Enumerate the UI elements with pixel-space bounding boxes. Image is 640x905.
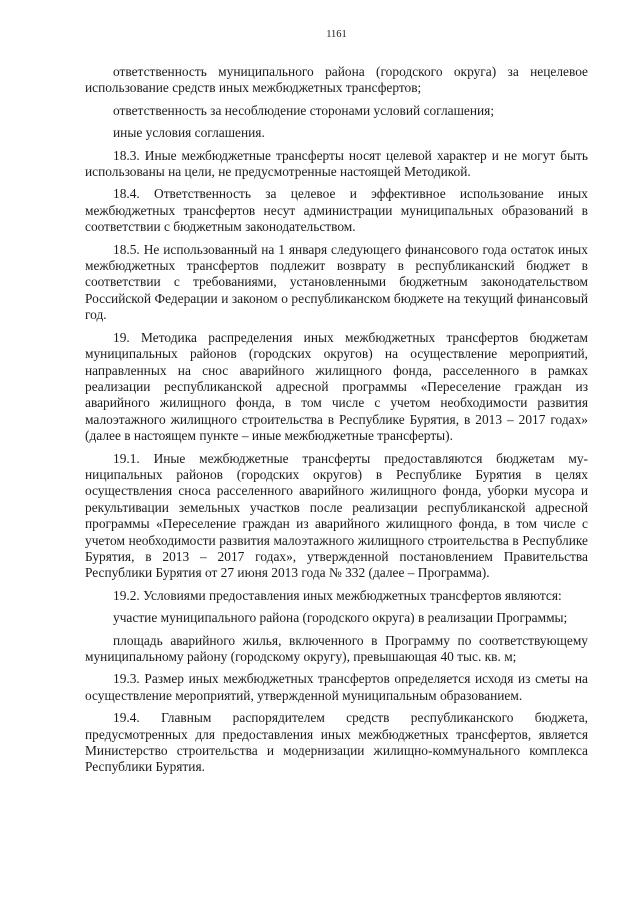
paragraph-other-conditions: иные условия соглашения. xyxy=(113,125,265,141)
paragraph-18-5: 18.5. Не использованный на 1 января следующего финансового года остаток иных межбюджетных трансфертов подлежит возврату в республиканский бюджет в соответствии с требованиями, установленными бюджетным законодательством Российской Федерации и законом о республиканском бюджете на текущий финансовый год. xyxy=(85,241,588,323)
paragraph-responsibility-misuse: ответственность муниципального района (городского округа) за нецелевое использование средств иных межбюджетных трансфертов; xyxy=(85,64,588,96)
document-body xyxy=(85,64,588,776)
page-number: 1161 xyxy=(326,29,347,40)
paragraph-19-1: 19.1. Иные межбюджетные трансферты предоставляются бюджетам муниципальных районов (городских округов) в Республике Бурятия в целях осуществления сноса расселенного аварийного жилищного фонда, уборки мусора и рекультивации земельных участков после реализации республиканской адресной программы «Переселение граждан из аварийного жилищного фонда, в том числе с учетом необходимости развития малоэтажного жилищного строительства в Республике Бурятия, в 2013 – 2017 годах», утвержденной постановлением Правительства Республики Бурятия от 27 июня 2013 года № 332 (далее – Программа). xyxy=(85,450,588,581)
paragraph-18-3: 18.3. Иные межбюджетные трансферты носят целевой характер и не могут быть использованы на цели, не предусмотренные настоящей Методикой. xyxy=(85,147,588,180)
paragraph-19-3: 19.3. Размер иных межбюджетных трансфертов определяется исходя из сметы на осуществление мероприятий, утвержденной муниципальным образованием. xyxy=(85,671,588,703)
paragraph-responsibility-noncompliance: ответственность за несоблюдение сторонами условий соглашения; xyxy=(113,102,495,118)
paragraph-18-4: 18.4. Ответственность за целевое и эффективное использование иных межбюджетных трансфертов несут администрации муниципальных образований в соответствии с бюджетным законодательством. xyxy=(85,186,588,235)
paragraph-19: 19. Методика распределения иных межбюджетных трансфертов бюджетам муниципальных районов (городских округов) на осуществление мероприятий, направленных на снос аварийного жилищного фонда, расселенного в рамках реализации республиканской адресной программы «Переселение граждан из аварийного жилищного фонда, в том числе с учетом необходимости развития малоэтажного жилищного строительства в Республике Бурятия, в 2013 – 2017 годах» (далее в настоящем пункте – иные межбюджетные трансферты). xyxy=(85,329,588,444)
paragraph-19-2: 19.2. Условиями предоставления иных межбюджетных трансфертов являются: xyxy=(113,587,562,603)
paragraph-19-4: 19.4. Главным распорядителем средств республиканского бюджета, предусмотренных для предоставления иных межбюджетных трансфертов, является Министерство строительства и модернизации жилищно-коммунального комплекса Республики Бурятия. xyxy=(85,710,588,775)
paragraph-area-condition: площадь аварийного жилья, включенного в Программу по соответствующему муниципальному району (городскому округу), превышающая 40 тыс. кв. м; xyxy=(85,632,588,664)
paragraph-participation-condition: участие муниципального района (городского округа) в реализации Программы; xyxy=(113,610,568,626)
